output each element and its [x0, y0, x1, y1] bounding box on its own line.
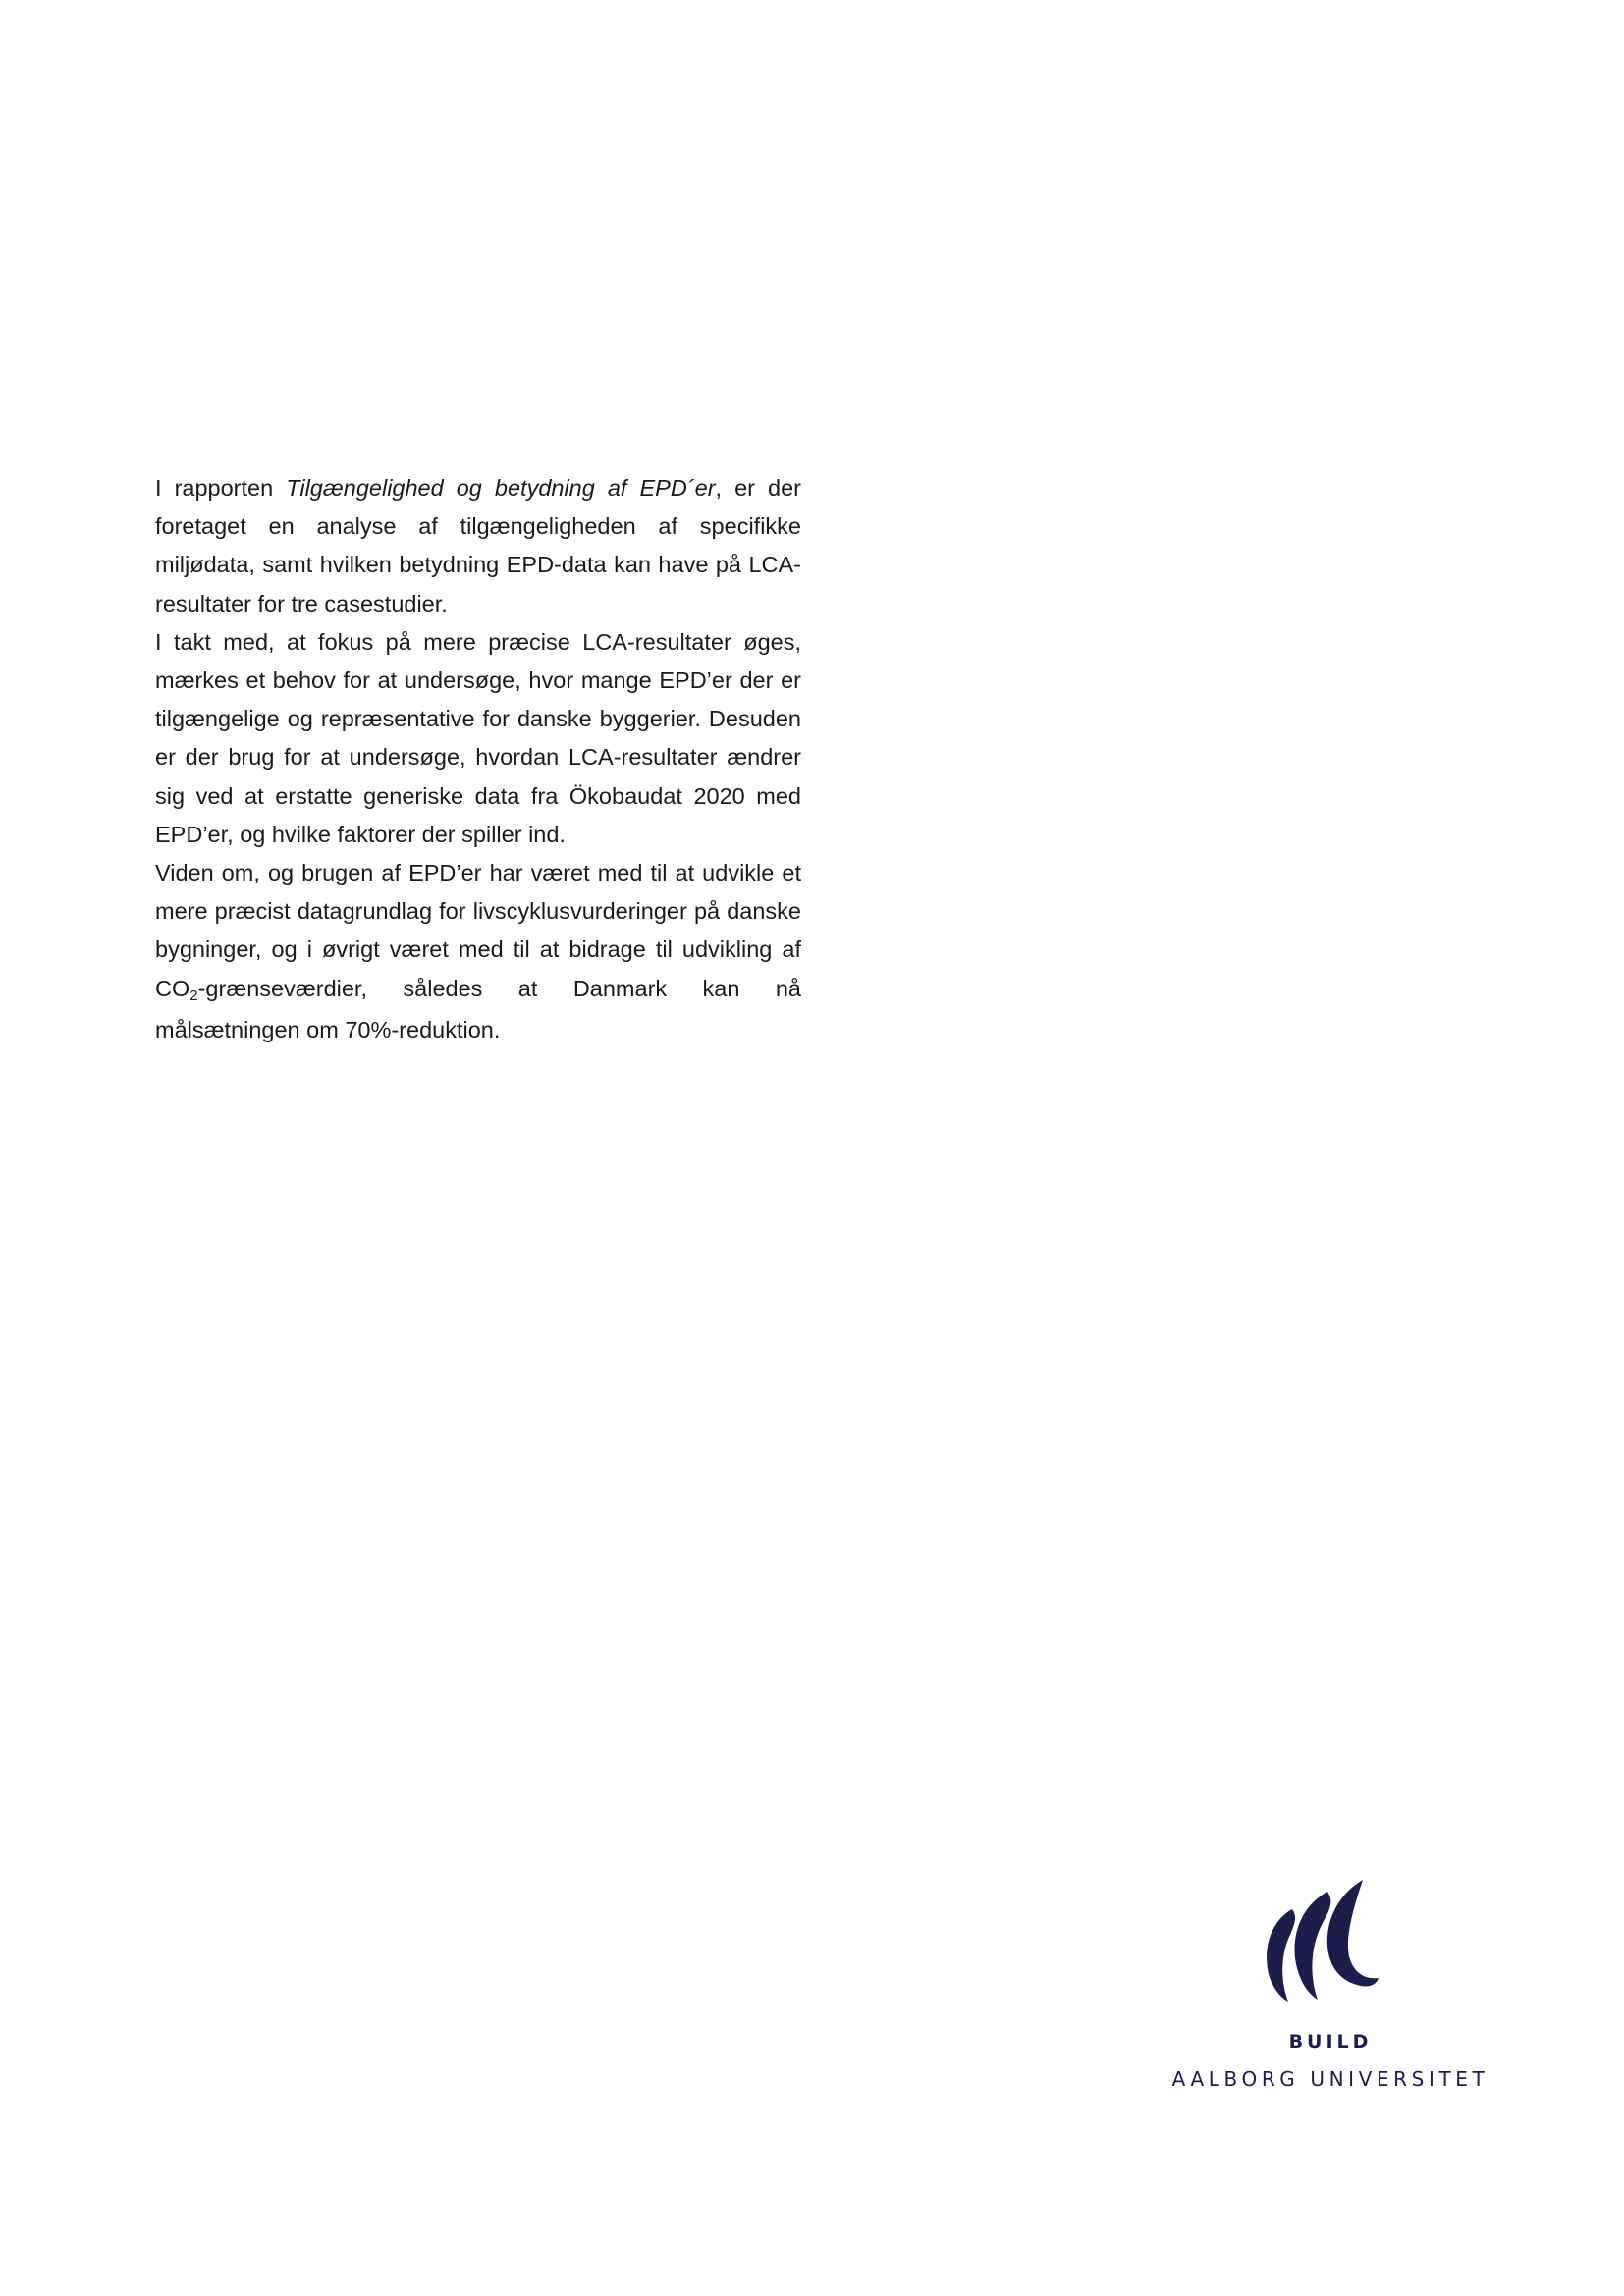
paragraph-1-rest: , er der foretaget en analyse af tilgængeligheden af specifikke miljødata, samt hvilken betydning EPD-data kan have på LCA-resultater for tre casestudier. — [155, 475, 801, 616]
logo-build-label: BUILD — [1288, 2031, 1373, 2053]
paragraph-1 — [155, 469, 801, 623]
body-text — [155, 469, 801, 1049]
aau-build-logo — [1168, 1880, 1502, 2096]
co2-subscript: 2 — [189, 987, 198, 1004]
paragraph-1-intro: I rapporten — [155, 475, 287, 501]
paragraph-3-after: -grænseværdier, således at Danmark kan nå målsætningen om 70%-reduktion. — [155, 975, 801, 1042]
paragraph-2: I takt med, at fokus på mere præcise LCA-resultater øges, mærkes et behov for at undersøge, hvor mange EPD’er der er tilgængelige og repræsentative for danske byggerier. Desuden er der brug for at undersøge, hvordan LCA-resultater ændrer sig ved at erstatte generiske data fra Ökobaudat 2020 med EPD’er, og hvilke faktorer der spiller ind. — [155, 628, 801, 847]
paragraph-3 — [155, 854, 801, 1049]
aau-wave-logo-icon — [1263, 1880, 1379, 2003]
report-title: Tilgængelighed og betydning af EPD´er — [286, 475, 716, 501]
paragraph-3-before: Viden om, og brugen af EPD’er har været med til at udvikle et mere præcist datagrundlag for livscyklusvurderinger på danske bygninger, og i øvrigt været med til at bidrage til udvikling af CO — [155, 860, 801, 1001]
logo-university-label: AALBORG UNIVERSITET — [1171, 2067, 1489, 2091]
